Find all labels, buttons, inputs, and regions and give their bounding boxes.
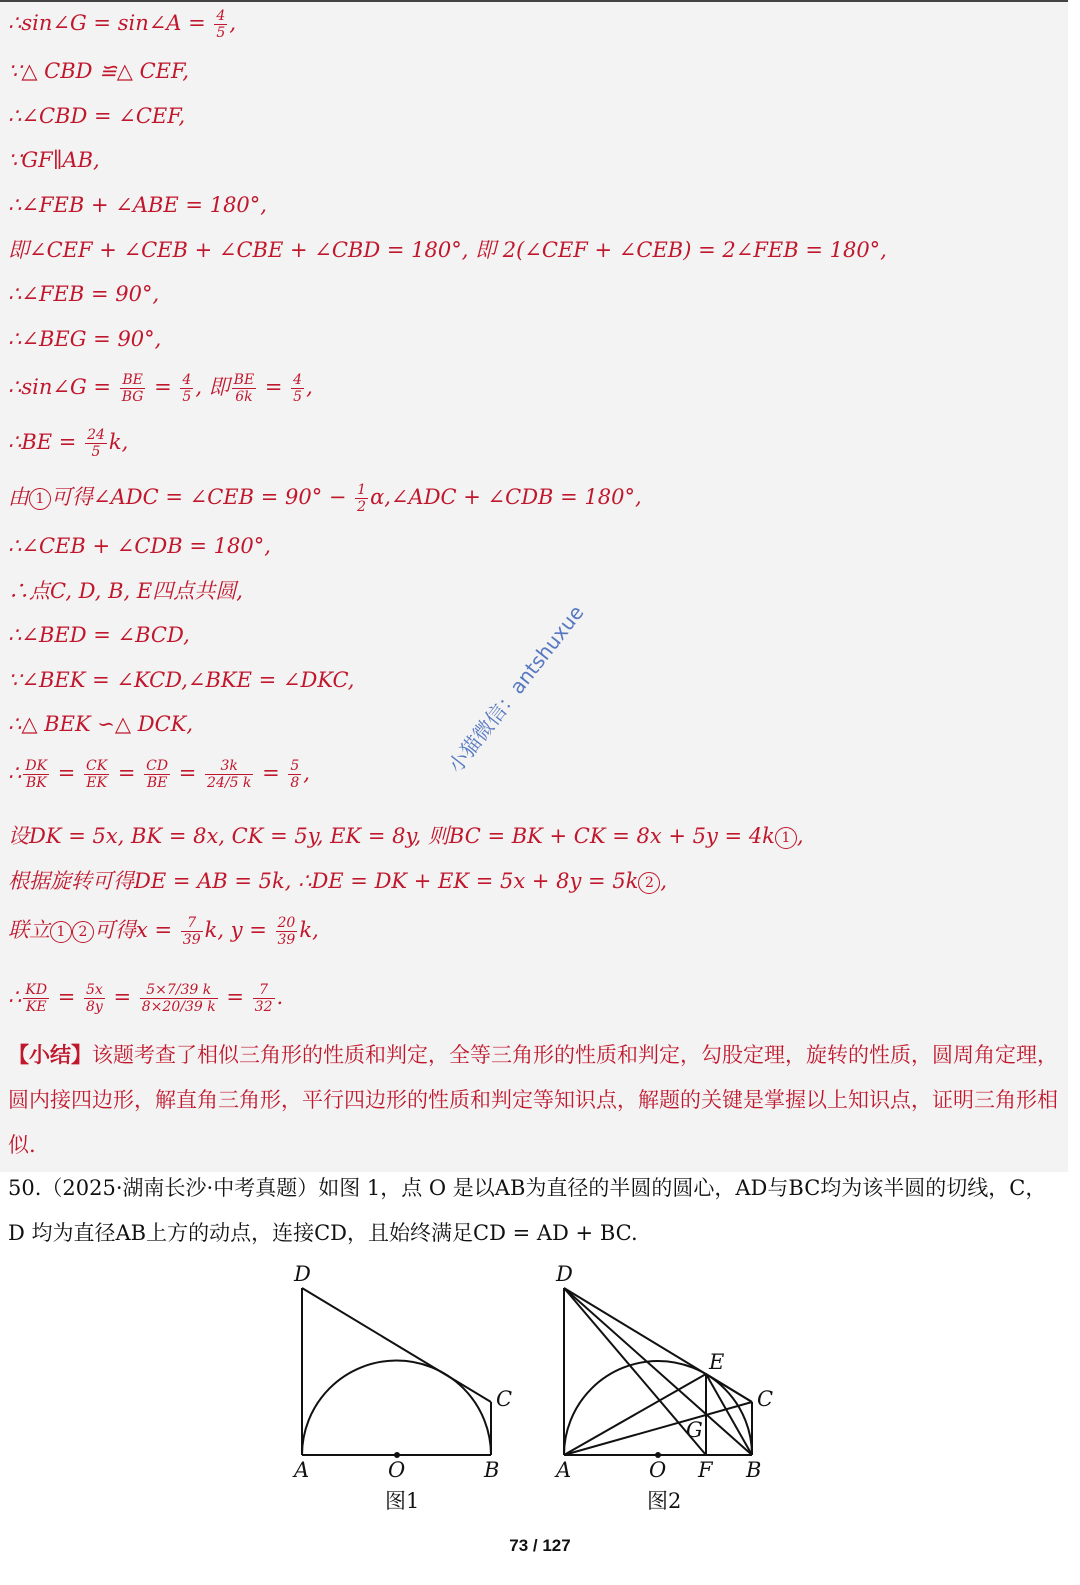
line-bek: ∵∠BEK = ∠KCD,∠BKE = ∠DKC, [8, 668, 355, 692]
line-adc: 由 1 可得∠ADC = ∠CEB = 90° − $\frac{1}{2}$ α,∠ADC + ∠CDB = 180°, [8, 482, 642, 515]
figure-1-diagram [270, 1260, 530, 1480]
line-concyclic: ∴点C, D, B, E四点共圆, [8, 579, 243, 603]
line-beg-90: ∴∠BEG = 90°, [8, 327, 162, 351]
fig2-label-d: D [556, 1262, 573, 1286]
watermark: 小猫微信：antshuxue [443, 600, 589, 778]
line-similar: ∴△ BEK ∽△ DCK, [8, 712, 194, 736]
figure-2-diagram [540, 1260, 800, 1480]
fig1-label-b: B [484, 1458, 500, 1482]
fig1-label-o: O [388, 1458, 406, 1482]
summary-text: 该题考查了相似三角形的性质和判定，全等三角形的性质和判定，勾股定理，旋转的性质，圆周角定理，圆内接四边形，解直角三角形，平行四边形的性质和判定等知识点，解题的关键是掌握以上知识点，证明三角形相似. [8, 1043, 1058, 1157]
line-parallel: ∵GF∥AB, [8, 148, 100, 172]
line-angle-sum: 即∠CEF + ∠CEB + ∠CBE + ∠CBD = 180°, 即 2(∠CEF + ∠CEB) = 2∠FEB = 180°, [8, 238, 887, 262]
line-bed: ∴∠BED = ∠BCD, [8, 623, 190, 647]
line-ratio: ∴ $\frac{DK}{BK}$ = $\frac{CK}{EK}$ = $\frac{CD}{BE}$ = $\frac{3k}{24/5 k}$ = $\frac{5}{8}$ , [8, 758, 310, 791]
line-final-ratio: ∴ $\frac{KD}{KE}$ = $\frac{5x}{8y}$ = $\frac{5\times 7/39 k}{8\times 20/39 k}$ = $\frac{7}{32}$ . [8, 982, 284, 1015]
fig2-label-f: F [698, 1458, 713, 1482]
fig1-label-a: A [294, 1458, 310, 1482]
line-feb-abe: ∴∠FEB + ∠ABE = 180°, [8, 193, 267, 217]
fig2-label-a: A [556, 1458, 572, 1482]
line-angle-cbd: ∴∠CBD = ∠CEF, [8, 104, 186, 128]
top-rule [0, 0, 1068, 2]
fig2-label-g: G [686, 1418, 703, 1442]
line-solve: 联立 1 2 可得x = $\frac{7}{39}$ k, y = $\frac{20}{39}$ k, [8, 915, 319, 948]
line-ceb-cdb: ∴∠CEB + ∠CDB = 180°, [8, 534, 271, 558]
fig2-label-b: B [746, 1458, 762, 1482]
line-congruent: ∵△ CBD ≌△ CEF, [8, 59, 189, 83]
line-feb-90: ∴∠FEB = 90°, [8, 282, 160, 306]
summary-paragraph [8, 1032, 1058, 1168]
fig2-label-e: E [709, 1350, 725, 1374]
question-50: 50.（2025·湖南长沙·中考真题）如图 1，点 O 是以AB为直径的半圆的圆心，AD与BC均为该半圆的切线，C，D 均为直径AB上方的动点，连接CD，且始终满足CD = AD + BC. [8, 1176, 1047, 1245]
fig1-label-d: D [294, 1262, 311, 1286]
summary-tag: 【小结】 [8, 1042, 92, 1067]
line-rotation: 根据旋转可得DE = AB = 5k, ∴DE = DK + EK = 5x + 8y = 5k 2 , [8, 869, 668, 893]
page-number: 73 / 127 [509, 1536, 571, 1555]
fig2-caption: 图2 [647, 1489, 682, 1513]
line-be: ∴BE = $\frac{24}{5}$ k, [8, 427, 129, 460]
line-sin-a: ∴sin∠G = sin∠A = $\frac{4}{5}$ , [8, 8, 237, 41]
line-set-vars: 设DK = 5x, BK = 8x, CK = 5y, EK = 8y, 则BC = BK + CK = 8x + 5y = 4k 1 , [8, 824, 804, 848]
fig1-caption: 图1 [385, 1489, 420, 1513]
line-sin-g: ∴sin∠G = $\frac{BE}{BG}$ = $\frac{4}{5}$ , 即 $\frac{BE}{6k}$ = $\frac{4}{5}$ , [8, 372, 313, 405]
fig2-label-o: O [649, 1458, 667, 1482]
fig1-label-c: C [496, 1387, 513, 1411]
fig2-label-c: C [757, 1387, 774, 1411]
